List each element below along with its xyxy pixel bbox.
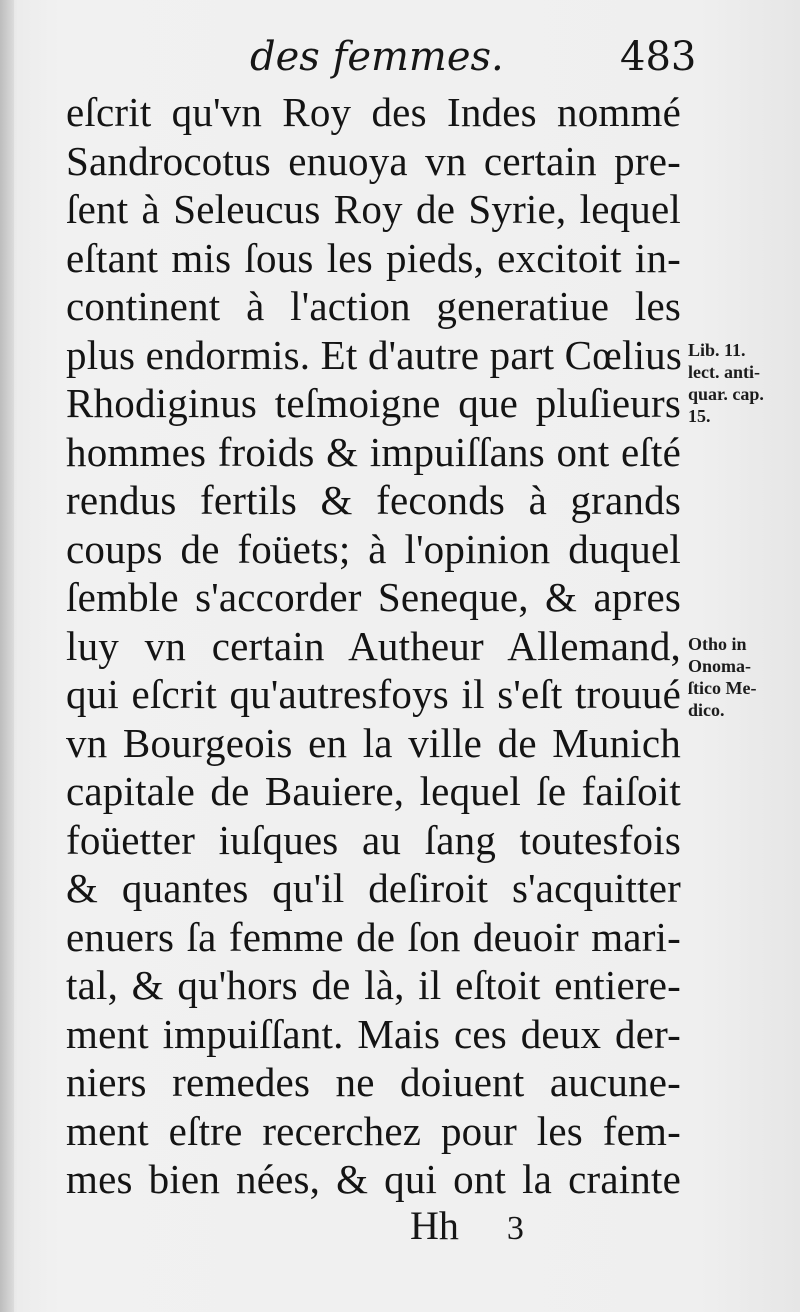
text-line: ſent à Seleucus Roy de Syrie, lequel — [66, 186, 681, 232]
text-line: niers remedes ne doiuent aucune- — [66, 1059, 681, 1105]
text-line: rendus fertils & feconds à grands — [66, 477, 681, 523]
margin-note-line: dico. — [688, 700, 725, 720]
margin-note-line: Otho in — [688, 634, 747, 654]
margin-note-otho — [688, 634, 798, 722]
text-line: enuers ſa femme de ſon deuoir mari- — [66, 913, 681, 960]
signature-number: 3 — [506, 1210, 524, 1247]
page-header — [70, 30, 697, 90]
signature-mark: Hh — [410, 1203, 459, 1248]
text-line: tal, & qu'hors de là, il eſtoit entiere- — [66, 962, 681, 1008]
margin-note-line: lect. anti- — [688, 362, 760, 382]
text-line: capitale de Bauiere, lequel ſe faiſoit — [66, 768, 681, 814]
page-number: 483 — [620, 34, 697, 80]
text-line: plus endormis. Et d'autre part Cœlius — [66, 331, 683, 378]
text-line: luy vn certain Autheur Allemand, — [66, 622, 681, 669]
text-line: foüetter iuſques au ſang toutesfois — [66, 816, 681, 863]
text-line: ment impuiſſant. Mais ces deux der- — [66, 1010, 681, 1057]
text-line: eſtant mis ſous les pieds, excitoit in- — [66, 234, 681, 281]
text-line: coups de foüets; à l'opinion duquel — [66, 525, 681, 572]
margin-note-line: quar. cap. — [688, 384, 764, 404]
margin-note-line: Lib. 11. — [688, 340, 746, 360]
running-head: des femmes. — [250, 34, 504, 80]
page-gutter-edge — [0, 0, 14, 1312]
margin-note-line: Onoma- — [688, 656, 751, 676]
text-line: mes bien nées, & qui ont la crainte — [66, 1156, 681, 1202]
page-footer — [410, 1202, 524, 1249]
text-line: Sandrocotus enuoya vn certain pre- — [66, 137, 681, 184]
text-line: vn Bourgeois en la ville de Munich — [66, 719, 681, 766]
text-line: qui eſcrit qu'autresfoys il s'eſt trouué — [66, 671, 681, 717]
text-line: hommes froids & impuiſſans ont eſté — [66, 428, 681, 475]
text-line: Rhodiginus teſmoigne que pluſieurs — [66, 380, 681, 426]
margin-note-line: 15. — [688, 406, 711, 426]
text-line: continent à l'action generatiue les — [66, 283, 681, 329]
text-line: & quantes qu'il deſiroit s'acquitter — [66, 865, 681, 911]
text-line: eſcrit qu'vn Roy des Indes nommé — [66, 89, 681, 135]
margin-note-lib — [688, 340, 798, 428]
text-line: ſemble s'accorder Seneque, & apres — [66, 574, 681, 620]
text-line: ment eſtre recerchez pour les fem- — [66, 1107, 681, 1154]
main-text-block — [66, 88, 681, 1204]
margin-note-line: ſtico Me- — [688, 678, 757, 698]
